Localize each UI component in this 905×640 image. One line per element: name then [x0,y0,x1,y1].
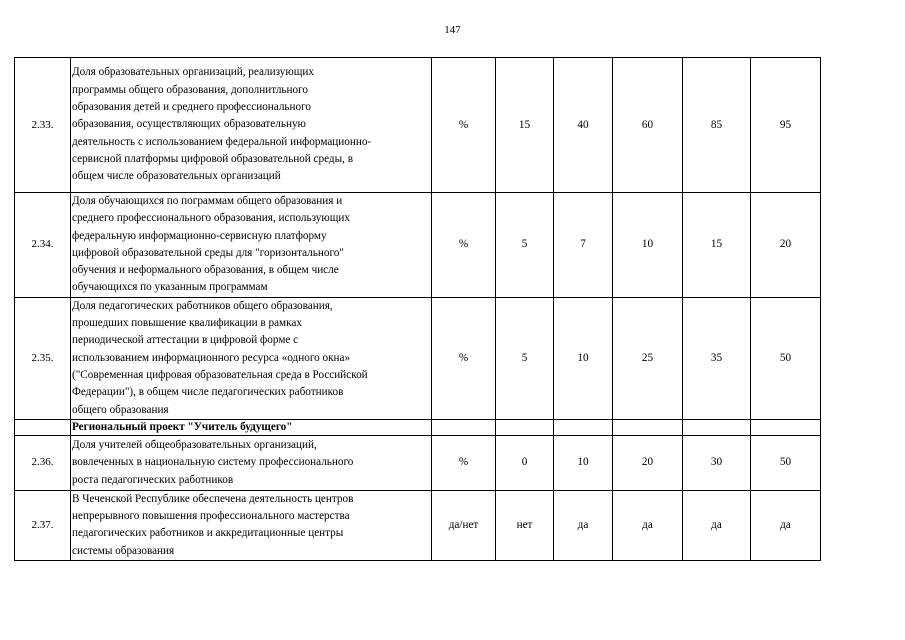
indicator-description [71,193,432,298]
value-cell: 20 [751,193,821,298]
table-row [15,58,821,193]
description-line: Доля обучающихся по пограммам общего образования и [72,195,343,207]
value-cell: да [683,490,751,560]
value-cell: 40 [554,58,613,193]
value-cell: 15 [683,193,751,298]
value-cell: 7 [554,193,613,298]
description-line: Доля учителей общеобразовательных организаций, [72,438,317,451]
description-line: вовлеченных в национальную систему профессионального [72,456,354,469]
indicator-description [71,58,432,193]
value-cell: 0 [496,435,554,490]
description-line: деятельность с использованием федеральной информационно- [72,135,372,148]
description-line: обучающихся по указанным программам [72,281,268,294]
value-cell: 50 [751,297,821,419]
section-row [15,419,821,435]
description-line: сервисной платформы цифровой образовательной среды, в [72,152,354,165]
row-number: 2.36. [15,435,71,490]
value-cell: 25 [613,297,683,419]
description-line: системы образования [72,544,175,557]
empty-cell [613,419,683,435]
table-row [15,193,821,298]
table-row [15,435,821,490]
description-line: Доля образовательных организаций, реализующих [72,66,314,79]
section-title: Региональный проект "Учитель будущего" [71,419,432,435]
description-line: Доля педагогических работников общего образования, [72,299,333,312]
value-cell: да [613,490,683,560]
indicators-table [14,57,821,561]
value-cell: 5 [496,193,554,298]
description-line: общем числе образовательных организаций [72,170,281,183]
description-line: образования, осуществляющих образовательную [72,118,306,131]
description-line: непрерывного повышения профессионального мастерства [72,510,350,523]
description-line: программы общего образования, дополнитльного [72,83,309,96]
description-line: периодической аттестации в цифровой форме с [72,334,299,347]
value-cell: 10 [613,193,683,298]
description-line: федеральную информационно-сервисную платформу [72,229,327,242]
indicator-description [71,435,432,490]
value-cell: 15 [496,58,554,193]
value-cell: 30 [683,435,751,490]
value-cell: нет [496,490,554,560]
unit-cell: % [432,58,496,193]
value-cell: да [554,490,613,560]
row-number: 2.34. [15,193,71,298]
row-number: 2.33. [15,58,71,193]
empty-cell [15,419,71,435]
row-number: 2.35. [15,297,71,419]
unit-cell: да/нет [432,490,496,560]
description-line: обучения и неформального образования, в общем числе [72,264,339,277]
description-line: общего образования [72,403,169,416]
description-line: образования детей и среднего профессионального [72,101,312,114]
value-cell: 5 [496,297,554,419]
table-row [15,297,821,419]
value-cell: 10 [554,297,613,419]
value-cell: 95 [751,58,821,193]
description-line: ("Современная цифровая образовательная среда в Российской [72,368,368,381]
table-row [15,490,821,560]
description-line: цифровой образовательной среды для "горизонтального" [72,246,344,259]
description-line: Федерации"), в общем числе педагогических работников [72,386,344,399]
empty-cell [751,419,821,435]
row-number: 2.37. [15,490,71,560]
unit-cell: % [432,297,496,419]
empty-cell [432,419,496,435]
description-line: В Чеченской Республике обеспечена деятельность центров [72,492,354,505]
value-cell: 85 [683,58,751,193]
value-cell: 20 [613,435,683,490]
description-line: прошедших повышение квалификации в рамках [72,317,302,330]
empty-cell [554,419,613,435]
page-number: 147 [444,24,461,36]
description-line: педагогических работников и аккредитационные центры [72,527,344,540]
description-line: среднего профессионального образования, использующих [72,212,350,225]
value-cell: 10 [554,435,613,490]
indicator-description [71,490,432,560]
value-cell: 50 [751,435,821,490]
value-cell: да [751,490,821,560]
value-cell: 60 [613,58,683,193]
indicator-description [71,297,432,419]
unit-cell: % [432,435,496,490]
description-line: роста педагогических работников [72,473,234,486]
unit-cell: % [432,193,496,298]
empty-cell [683,419,751,435]
description-line: использованием информационного ресурса «одного окна» [72,351,351,364]
empty-cell [496,419,554,435]
value-cell: 35 [683,297,751,419]
